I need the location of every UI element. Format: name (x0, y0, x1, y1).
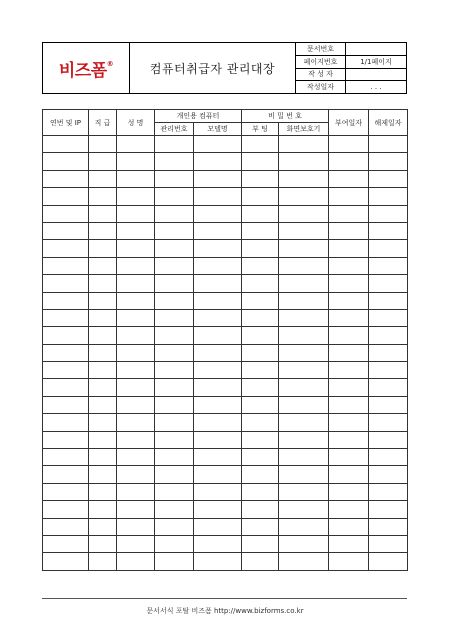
table-cell[interactable] (369, 431, 408, 448)
table-cell[interactable] (43, 170, 89, 187)
table-cell[interactable] (369, 327, 408, 344)
table-cell[interactable] (242, 483, 279, 500)
table-cell[interactable] (43, 205, 89, 222)
table-cell[interactable] (89, 205, 117, 222)
table-cell[interactable] (194, 466, 242, 483)
table-row (43, 431, 408, 448)
table-cell[interactable] (155, 449, 194, 466)
table-cell[interactable] (369, 483, 408, 500)
table-row (43, 483, 408, 500)
table-cell[interactable] (242, 553, 279, 570)
table-cell[interactable] (242, 309, 279, 326)
meta-row-author: 작 성 자 (296, 69, 406, 82)
header-grant-date: 부여일자 (329, 110, 369, 136)
table-cell[interactable] (369, 222, 408, 239)
table-cell[interactable] (329, 309, 369, 326)
header-model-name: 모델명 (194, 123, 242, 136)
footer-text: 문서서식 포탈 비즈폼 http://www.bizforms.co.kr (146, 607, 304, 615)
table-cell[interactable] (117, 501, 155, 518)
table-cell[interactable] (155, 553, 194, 570)
table-cell[interactable] (242, 292, 279, 309)
table-row (43, 379, 408, 396)
table-cell[interactable] (279, 414, 329, 431)
table-cell[interactable] (369, 205, 408, 222)
table-cell[interactable] (242, 327, 279, 344)
table-cell[interactable] (117, 170, 155, 187)
header-revoke-date: 해제일자 (369, 110, 408, 136)
table-cell[interactable] (369, 553, 408, 570)
table-cell[interactable] (369, 414, 408, 431)
table-cell[interactable] (89, 414, 117, 431)
header-management-number: 관리번호 (155, 123, 194, 136)
table-cell[interactable] (279, 449, 329, 466)
table-cell[interactable] (242, 449, 279, 466)
table-cell[interactable] (329, 205, 369, 222)
table-cell[interactable] (369, 466, 408, 483)
table-cell[interactable] (369, 170, 408, 187)
header-group-personal-computer: 개인용 컴퓨터 (155, 110, 242, 123)
table-cell[interactable] (89, 136, 117, 153)
table-cell[interactable] (194, 205, 242, 222)
table-cell[interactable] (242, 466, 279, 483)
table-cell[interactable] (194, 222, 242, 239)
table-cell[interactable] (194, 501, 242, 518)
table-row (43, 553, 408, 570)
table-cell[interactable] (329, 379, 369, 396)
table-cell[interactable] (43, 431, 89, 448)
table-cell[interactable] (279, 553, 329, 570)
document-meta (295, 43, 406, 93)
table-cell[interactable] (369, 257, 408, 274)
table-cell[interactable] (279, 153, 329, 170)
table-cell[interactable] (194, 257, 242, 274)
table-cell[interactable] (43, 501, 89, 518)
table-cell[interactable] (329, 466, 369, 483)
table-cell[interactable] (89, 257, 117, 274)
table-cell[interactable] (117, 153, 155, 170)
table-cell[interactable] (194, 188, 242, 205)
table-row (43, 466, 408, 483)
table-cell[interactable] (369, 275, 408, 292)
table-cell[interactable] (89, 535, 117, 552)
table-cell[interactable] (194, 518, 242, 535)
header-serial-ip: 연번 및 IP (43, 110, 89, 136)
table-cell[interactable] (194, 553, 242, 570)
table-cell[interactable] (242, 257, 279, 274)
table-cell[interactable] (279, 136, 329, 153)
table-cell[interactable] (117, 466, 155, 483)
table-cell[interactable] (242, 136, 279, 153)
table-cell[interactable] (89, 431, 117, 448)
table-cell[interactable] (194, 309, 242, 326)
table-cell[interactable] (279, 188, 329, 205)
table-cell[interactable] (329, 153, 369, 170)
table-cell[interactable] (155, 275, 194, 292)
table-cell[interactable] (329, 136, 369, 153)
table-cell[interactable] (43, 553, 89, 570)
table-cell[interactable] (369, 153, 408, 170)
table-cell[interactable] (194, 344, 242, 361)
table-cell[interactable] (89, 292, 117, 309)
table-cell[interactable] (89, 153, 117, 170)
table-cell[interactable] (329, 449, 369, 466)
table-cell[interactable] (43, 275, 89, 292)
table-row (43, 501, 408, 518)
header-position: 직 급 (89, 110, 117, 136)
table-cell[interactable] (155, 518, 194, 535)
table-cell[interactable] (155, 535, 194, 552)
table-cell[interactable] (242, 414, 279, 431)
header-group-password: 비 밀 번 호 (242, 110, 329, 123)
table-cell[interactable] (117, 535, 155, 552)
table-row (43, 222, 408, 239)
table-cell[interactable] (155, 170, 194, 187)
table-cell[interactable] (89, 344, 117, 361)
table-cell[interactable] (43, 327, 89, 344)
table-cell[interactable] (89, 362, 117, 379)
table-cell[interactable] (329, 170, 369, 187)
table-cell[interactable] (43, 309, 89, 326)
footer-divider (42, 598, 407, 599)
table-cell[interactable] (242, 518, 279, 535)
table-cell[interactable] (155, 431, 194, 448)
table-cell[interactable] (117, 275, 155, 292)
table-cell[interactable] (242, 240, 279, 257)
table-cell[interactable] (89, 188, 117, 205)
table-cell[interactable] (155, 327, 194, 344)
meta-row-page-number: 페이지번호 1/1페이지 (296, 56, 406, 69)
table-cell[interactable] (194, 362, 242, 379)
table-row (43, 362, 408, 379)
table-cell[interactable] (89, 396, 117, 413)
table-cell[interactable] (279, 222, 329, 239)
table-cell[interactable] (242, 170, 279, 187)
table-cell[interactable] (117, 379, 155, 396)
table-cell[interactable] (279, 518, 329, 535)
table-cell[interactable] (89, 379, 117, 396)
table-cell[interactable] (117, 222, 155, 239)
table-cell[interactable] (242, 344, 279, 361)
table-cell[interactable] (89, 483, 117, 500)
table-cell[interactable] (43, 344, 89, 361)
table-row (43, 275, 408, 292)
table-cell[interactable] (242, 275, 279, 292)
table-cell[interactable] (329, 344, 369, 361)
table-cell[interactable] (43, 362, 89, 379)
table-cell[interactable] (242, 205, 279, 222)
table-cell[interactable] (329, 222, 369, 239)
table-cell[interactable] (369, 309, 408, 326)
table-cell[interactable] (43, 188, 89, 205)
meta-row-date: 작성일자 . . . (296, 81, 406, 93)
table-cell[interactable] (279, 362, 329, 379)
table-cell[interactable] (194, 327, 242, 344)
table-row (43, 535, 408, 552)
table-cell[interactable] (89, 518, 117, 535)
table-cell[interactable] (155, 379, 194, 396)
table-row (43, 170, 408, 187)
table-cell[interactable] (43, 222, 89, 239)
table-cell[interactable] (155, 240, 194, 257)
table-cell[interactable] (43, 449, 89, 466)
table-cell[interactable] (155, 205, 194, 222)
table-cell[interactable] (43, 535, 89, 552)
table-cell[interactable] (117, 292, 155, 309)
table-cell[interactable] (89, 327, 117, 344)
table-cell[interactable] (89, 466, 117, 483)
table-cell[interactable] (369, 449, 408, 466)
table-cell[interactable] (194, 483, 242, 500)
table-row (43, 309, 408, 326)
table-row (43, 414, 408, 431)
table-cell[interactable] (89, 501, 117, 518)
table-cell[interactable] (117, 344, 155, 361)
table-cell[interactable] (329, 362, 369, 379)
table-cell[interactable] (194, 153, 242, 170)
table-cell[interactable] (117, 188, 155, 205)
table-cell[interactable] (155, 257, 194, 274)
table-cell[interactable] (369, 240, 408, 257)
table-cell[interactable] (369, 136, 408, 153)
table-cell[interactable] (194, 170, 242, 187)
table-row (43, 240, 408, 257)
table-row (43, 136, 408, 153)
table-cell[interactable] (117, 431, 155, 448)
logo-cell (43, 43, 130, 93)
table-cell[interactable] (242, 379, 279, 396)
table-cell[interactable] (194, 449, 242, 466)
table-row (43, 449, 408, 466)
table-cell[interactable] (194, 396, 242, 413)
table-cell[interactable] (43, 292, 89, 309)
table-cell[interactable] (369, 188, 408, 205)
table-cell[interactable] (279, 257, 329, 274)
table-cell[interactable] (329, 414, 369, 431)
table-cell[interactable] (194, 431, 242, 448)
table-cell[interactable] (194, 379, 242, 396)
table-cell[interactable] (117, 518, 155, 535)
table-cell[interactable] (194, 535, 242, 552)
table-cell[interactable] (329, 188, 369, 205)
table-cell[interactable] (329, 257, 369, 274)
table-cell[interactable] (43, 396, 89, 413)
table-cell[interactable] (43, 483, 89, 500)
table-cell[interactable] (279, 535, 329, 552)
table-cell[interactable] (117, 362, 155, 379)
table-cell[interactable] (369, 292, 408, 309)
table-row (43, 257, 408, 274)
table-cell[interactable] (279, 431, 329, 448)
table-cell[interactable] (369, 501, 408, 518)
table-cell[interactable] (43, 414, 89, 431)
table-cell[interactable] (89, 222, 117, 239)
table-cell[interactable] (89, 309, 117, 326)
table-cell[interactable] (89, 449, 117, 466)
header-boot: 부 팅 (242, 123, 279, 136)
table-cell[interactable] (117, 205, 155, 222)
table-cell[interactable] (155, 501, 194, 518)
table-cell[interactable] (194, 414, 242, 431)
table-cell[interactable] (242, 188, 279, 205)
table-cell[interactable] (279, 170, 329, 187)
document-title: 컴퓨터취급자 관리대장 (149, 61, 276, 76)
meta-row-doc-number: 문서번호 (296, 43, 406, 56)
table-cell[interactable] (329, 553, 369, 570)
table-cell[interactable] (329, 501, 369, 518)
register-table-body (43, 136, 408, 571)
table-cell[interactable] (329, 292, 369, 309)
table-cell[interactable] (279, 344, 329, 361)
table-cell[interactable] (279, 501, 329, 518)
table-cell[interactable] (43, 257, 89, 274)
table-cell[interactable] (117, 136, 155, 153)
table-cell[interactable] (329, 483, 369, 500)
table-cell[interactable] (155, 292, 194, 309)
table-cell[interactable] (194, 275, 242, 292)
table-cell[interactable] (369, 396, 408, 413)
table-row (43, 153, 408, 170)
table-row (43, 327, 408, 344)
table-cell[interactable] (155, 188, 194, 205)
table-row (43, 344, 408, 361)
table-cell[interactable] (117, 449, 155, 466)
table-cell[interactable] (329, 535, 369, 552)
table-cell[interactable] (43, 518, 89, 535)
table-cell[interactable] (242, 362, 279, 379)
table-cell[interactable] (89, 275, 117, 292)
table-cell[interactable] (155, 136, 194, 153)
table-cell[interactable] (242, 431, 279, 448)
table-row (43, 205, 408, 222)
table-cell[interactable] (329, 240, 369, 257)
table-row (43, 292, 408, 309)
table-cell[interactable] (117, 396, 155, 413)
bizforms-logo: 비즈폼® (58, 59, 114, 81)
table-cell[interactable] (117, 414, 155, 431)
table-cell[interactable] (155, 483, 194, 500)
table-cell[interactable] (279, 327, 329, 344)
table-cell[interactable] (43, 379, 89, 396)
table-cell[interactable] (155, 362, 194, 379)
table-cell[interactable] (329, 275, 369, 292)
table-cell[interactable] (329, 396, 369, 413)
table-cell[interactable] (43, 136, 89, 153)
table-cell[interactable] (279, 309, 329, 326)
table-row (43, 396, 408, 413)
table-cell[interactable] (279, 379, 329, 396)
table-cell[interactable] (117, 257, 155, 274)
table-cell[interactable] (369, 379, 408, 396)
table-cell[interactable] (155, 396, 194, 413)
table-cell[interactable] (279, 292, 329, 309)
table-cell[interactable] (369, 535, 408, 552)
table-cell[interactable] (242, 222, 279, 239)
table-cell[interactable] (155, 344, 194, 361)
table-cell[interactable] (155, 309, 194, 326)
table-cell[interactable] (155, 466, 194, 483)
table-cell[interactable] (89, 553, 117, 570)
header-name: 성 명 (117, 110, 155, 136)
table-cell[interactable] (329, 327, 369, 344)
table-cell[interactable] (242, 153, 279, 170)
table-cell[interactable] (279, 205, 329, 222)
table-cell[interactable] (329, 431, 369, 448)
table-row (43, 188, 408, 205)
table-cell[interactable] (194, 136, 242, 153)
table-cell[interactable] (117, 309, 155, 326)
table-cell[interactable] (155, 153, 194, 170)
table-cell[interactable] (43, 153, 89, 170)
table-cell[interactable] (279, 396, 329, 413)
table-cell[interactable] (194, 292, 242, 309)
table-cell[interactable] (194, 240, 242, 257)
table-cell[interactable] (89, 240, 117, 257)
document-header (42, 42, 407, 94)
table-cell[interactable] (117, 327, 155, 344)
table-cell[interactable] (279, 483, 329, 500)
table-cell[interactable] (329, 518, 369, 535)
table-cell[interactable] (279, 240, 329, 257)
table-cell[interactable] (369, 362, 408, 379)
table-cell[interactable] (117, 483, 155, 500)
table-row (43, 518, 408, 535)
table-cell[interactable] (155, 222, 194, 239)
table-cell[interactable] (117, 553, 155, 570)
table-cell[interactable] (155, 414, 194, 431)
table-cell[interactable] (242, 501, 279, 518)
table-cell[interactable] (369, 518, 408, 535)
table-cell[interactable] (89, 170, 117, 187)
table-cell[interactable] (279, 466, 329, 483)
table-cell[interactable] (43, 466, 89, 483)
register-table (42, 109, 408, 571)
header-screensaver: 화면보호기 (279, 123, 329, 136)
table-cell[interactable] (43, 240, 89, 257)
table-cell[interactable] (242, 535, 279, 552)
table-cell[interactable] (369, 344, 408, 361)
table-cell[interactable] (117, 240, 155, 257)
table-cell[interactable] (242, 396, 279, 413)
table-cell[interactable] (279, 275, 329, 292)
